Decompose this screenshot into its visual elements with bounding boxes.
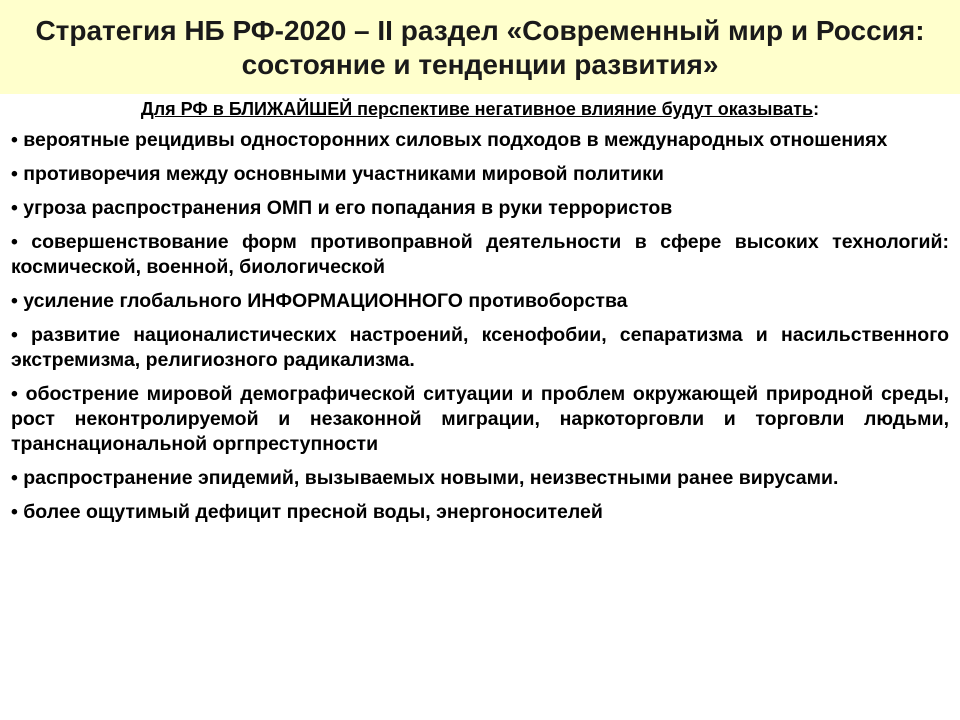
bullet-item: • обострение мировой демографической ситуации и проблем окружающей природной среды, рост неконтролируемой и незаконной миграции, наркоторговли и торговли людьми, транснациональной оргпреступности — [11, 383, 949, 455]
bullet-item: • совершенствование форм противоправной деятельности в сфере высоких технологий: космической, военной, биологической — [11, 231, 949, 278]
slide-title-line-2: состояние и тенденции развития» — [241, 49, 719, 80]
bullet-item: • более ощутимый дефицит пресной воды, энергоносителей — [11, 501, 603, 523]
bullet-item: • противоречия между основными участниками мировой политики — [11, 163, 664, 185]
threat-bullet-list — [11, 128, 949, 525]
bullet-item: • развитие националистических настроений, ксенофобии, сепаратизма и насильственного экстремизма, религиозного радикализма. — [11, 324, 949, 371]
bullet-item: • вероятные рецидивы односторонних силовых подходов в международных отношениях — [11, 129, 888, 151]
slide-title-line-1: Стратегия НБ РФ-2020 – II раздел «Современный мир и Россия: — [35, 15, 925, 46]
slide-title-banner — [0, 0, 960, 94]
bullet-item: • распространение эпидемий, вызываемых новыми, неизвестными ранее вирусами. — [11, 467, 839, 489]
bullet-item: • угроза распространения ОМП и его попадания в руки террористов — [11, 197, 673, 219]
intro-colon: : — [813, 99, 820, 119]
intro-underlined-text: Для РФ в БЛИЖАЙШЕЙ перспективе негативное влияние будут оказывать — [140, 99, 814, 119]
bullet-item: • усиление глобального ИНФОРМАЦИОННОГО противоборства — [11, 290, 628, 312]
slide-body — [11, 98, 949, 534]
intro-paragraph — [11, 98, 949, 120]
